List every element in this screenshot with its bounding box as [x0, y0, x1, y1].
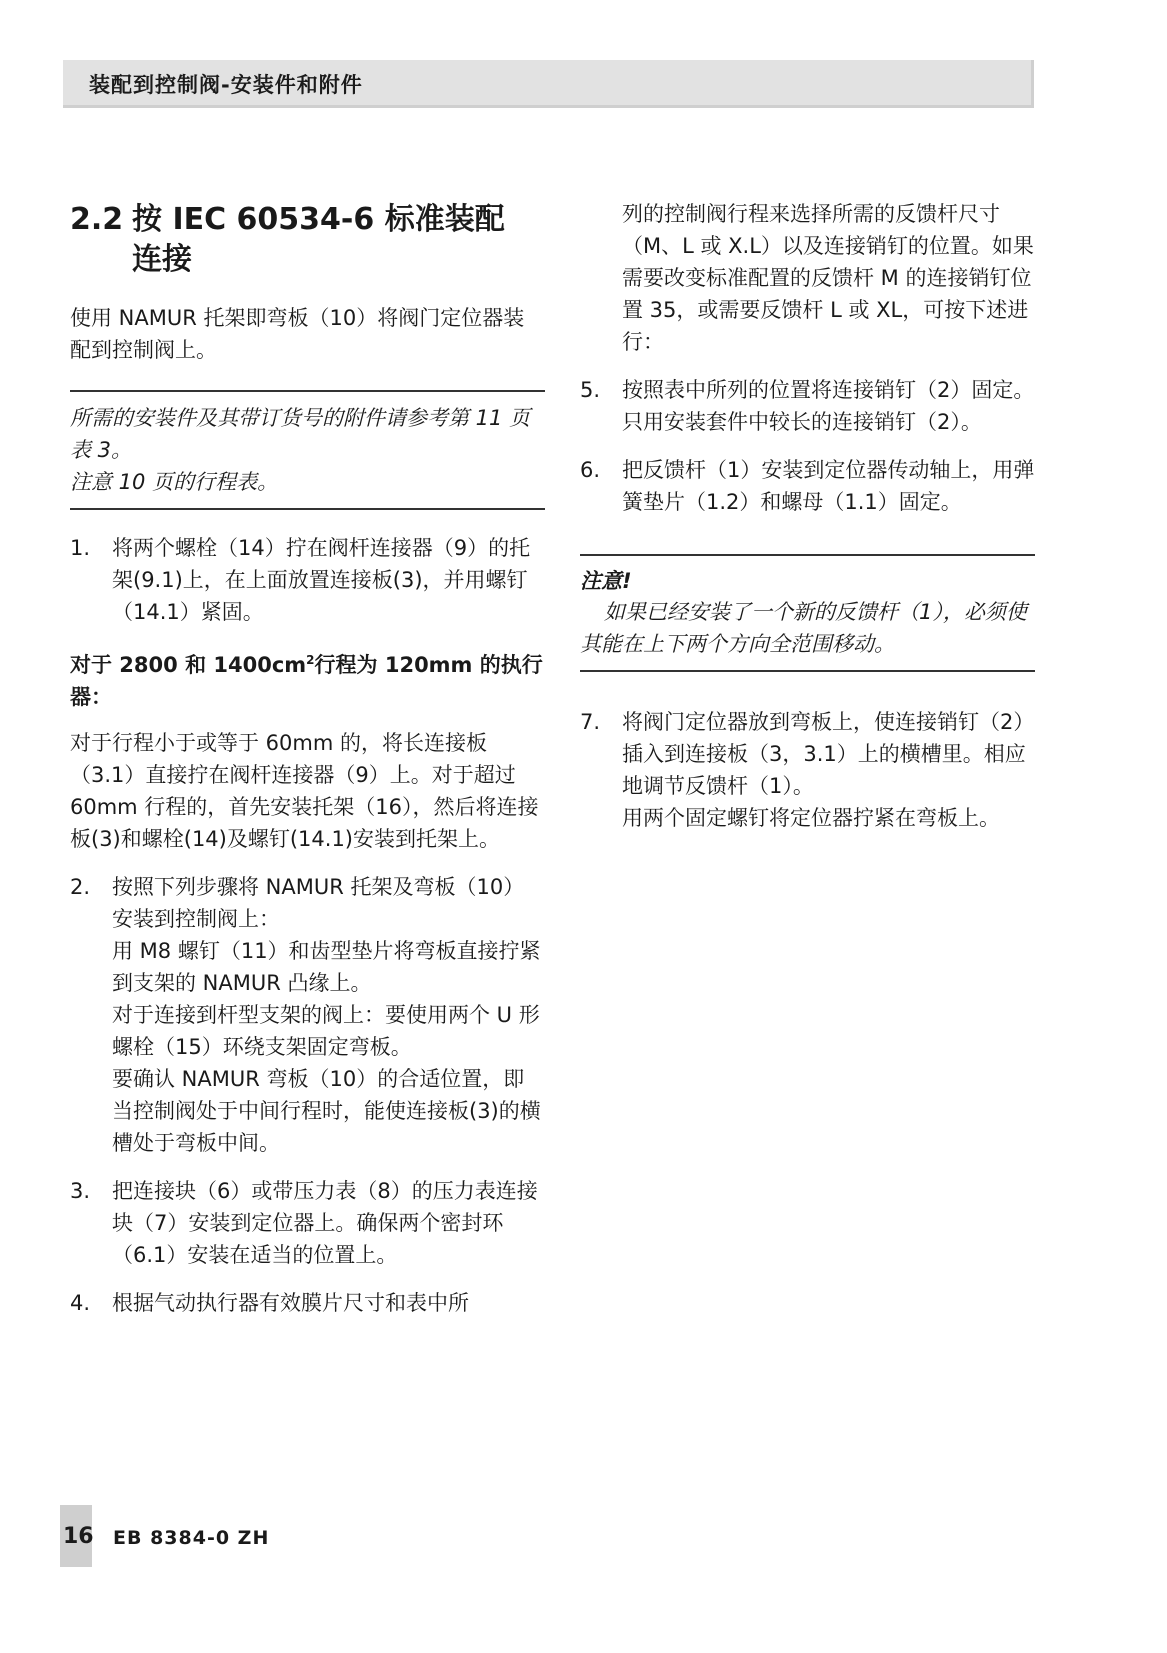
step-1 — [70, 532, 545, 628]
step-text: 将阀门定位器放到弯板上，使连接销钉（2）插入到连接板（3，3.1）上的横槽里。相应地调节反馈杆（1）。 — [622, 710, 1035, 798]
page-header-title: 装配到控制阀-安装件和附件 — [89, 73, 363, 97]
page-header-bar — [63, 60, 1034, 108]
left-column — [70, 200, 545, 1335]
actuator-paragraph: 对于行程小于或等于 60mm 的，将长连接板（3.1）直接拧在阀杆连接器（9）上。对于超过 60mm 行程的，首先安装托架（16），然后将连接板(3)和螺栓(14)及螺钉(14.1)安装到托架上。 — [70, 731, 539, 851]
step-number: 1. — [70, 536, 91, 560]
step-text: 按照表中所列的位置将连接销钉（2）固定。只用安装套件中较长的连接销钉（2）。 — [622, 378, 1035, 434]
step-4 — [70, 1287, 545, 1319]
step-3 — [70, 1175, 545, 1271]
step-subtext: 用 M8 螺钉（11）和齿型垫片将弯板直接拧紧到支架的 NAMUR 凸缘上。 — [112, 939, 541, 995]
reference-note-line2: 注意 10 页的行程表。 — [70, 470, 279, 494]
subhead-part1: 对于 2800 和 1400cm — [70, 653, 307, 677]
step-7 — [580, 706, 1035, 834]
reference-note-line1: 所需的安装件及其带订货号的附件请参考第 11 页表 3。 — [70, 406, 531, 462]
step-body — [112, 871, 545, 1159]
step-2 — [70, 871, 545, 1159]
section-heading — [70, 200, 545, 280]
caution-text: 如果已经安装了一个新的反馈杆（1），必须使其能在上下两个方向全范围移动。 — [580, 600, 1027, 656]
actuator-subheading — [70, 644, 545, 713]
divider — [70, 390, 545, 392]
step-6 — [580, 454, 1035, 518]
page-number: 16 — [63, 1524, 94, 1549]
step-subtext: 要确认 NAMUR 弯板（10）的合适位置，即当控制阀处于中间行程时，能使连接板(3)的横槽处于弯板中间。 — [112, 1067, 541, 1155]
caution-title: 注意! — [580, 569, 632, 593]
divider — [580, 554, 1035, 556]
subhead-sup: 2 — [306, 653, 315, 667]
subhead-part2: 行程为 120mm 的执行器： — [70, 653, 543, 709]
right-column — [580, 198, 1035, 850]
section-number: 2.2 — [70, 202, 124, 237]
step-subtext: 对于连接到杆型支架的阀上：要使用两个 U 形螺栓（15）环绕支架固定弯板。 — [112, 1003, 540, 1059]
section-title-line2: 连接 — [132, 242, 192, 277]
step-body — [622, 706, 1035, 834]
step-text: 把反馈杆（1）安装到定位器传动轴上，用弹簧垫片（1.2）和螺母（1.1）固定。 — [622, 458, 1035, 514]
step-5 — [580, 374, 1035, 438]
divider — [70, 508, 545, 510]
step-text: 把连接块（6）或带压力表（8）的压力表连接块（7）安装到定位器上。确保两个密封环（6.1）安装在适当的位置上。 — [112, 1179, 538, 1267]
step-number: 6. — [580, 458, 601, 482]
intro-paragraph: 使用 NAMUR 托架即弯板（10）将阀门定位器装配到控制阀上。 — [70, 306, 525, 362]
step-number: 7. — [580, 710, 601, 734]
step-text: 将两个螺栓（14）拧在阀杆连接器（9）的托架(9.1)上，在上面放置连接板(3)，并用螺钉（14.1）紧固。 — [112, 536, 531, 624]
step-number: 3. — [70, 1179, 91, 1203]
divider — [580, 670, 1035, 672]
step-number: 4. — [70, 1291, 91, 1315]
continued-paragraph: 列的控制阀行程来选择所需的反馈杆尺寸（M、L 或 X.L）以及连接销钉的位置。如果需要改变标准配置的反馈杆 M 的连接销钉位置 35，或需要反馈杆 L 或 XL，可按下述进行： — [622, 202, 1034, 354]
section-title-line1: 按 IEC 60534-6 标准装配 — [132, 202, 505, 237]
step-subtext: 用两个固定螺钉将定位器拧紧在弯板上。 — [622, 806, 1000, 830]
step-number: 5. — [580, 378, 601, 402]
step-text: 根据气动执行器有效膜片尺寸和表中所 — [112, 1291, 469, 1315]
step-number: 2. — [70, 875, 91, 899]
step-text: 按照下列步骤将 NAMUR 托架及弯板（10）安装到控制阀上： — [112, 875, 525, 931]
document-code: EB 8384-0 ZH — [113, 1527, 270, 1549]
